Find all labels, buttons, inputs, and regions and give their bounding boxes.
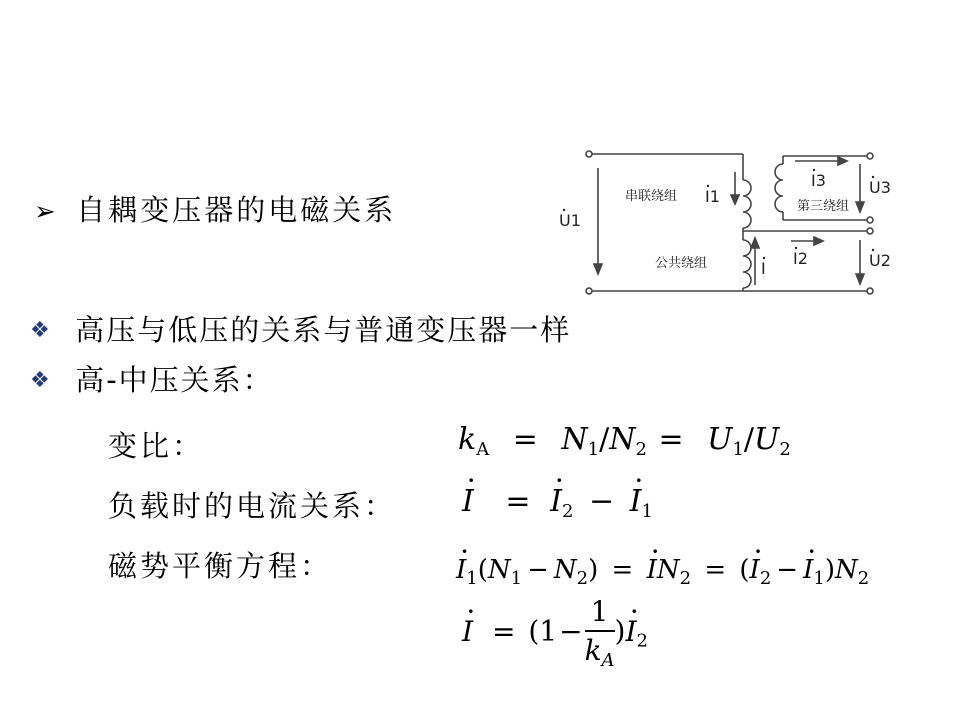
terminal-u2-top — [867, 228, 873, 234]
minus-sign: − — [559, 614, 583, 648]
n-symbol: N — [487, 555, 511, 585]
ratio-label: 变比： — [108, 429, 205, 463]
current-formula — [462, 484, 653, 522]
third-winding-coil — [775, 164, 783, 212]
diamond-bullet-icon: ❖ — [30, 368, 52, 393]
terminal-u1-bottom — [586, 288, 592, 294]
equals-sign: = — [611, 555, 634, 585]
slash: / — [743, 422, 755, 457]
subscript-1: 1 — [813, 568, 825, 589]
subscript-2: 2 — [636, 630, 648, 652]
subscript-a: A — [601, 650, 615, 671]
bullet-high-low — [30, 308, 571, 349]
u-symbol: U — [707, 422, 733, 457]
equals-sign: = — [512, 422, 538, 457]
common-winding-label: 公共绕组 — [655, 256, 708, 271]
i1-arrowhead — [731, 195, 739, 204]
right-paren: ) — [824, 555, 835, 585]
bullet-text: 高-中压关系： — [75, 363, 274, 397]
i-symbol: · I — [625, 615, 636, 648]
i-symbol: · I — [647, 555, 657, 585]
heading-text: 自耦变压器的电磁关系 — [76, 193, 397, 227]
slash: / — [599, 422, 610, 457]
i2-label: I2 — [793, 249, 808, 268]
n-symbol: N — [609, 422, 636, 457]
u1-dot — [563, 209, 565, 211]
series-winding-coil — [743, 180, 751, 228]
u2-dot — [872, 249, 874, 251]
left-paren: ( — [739, 555, 750, 585]
n-symbol: N — [553, 555, 577, 585]
i-symbol: · I — [803, 555, 813, 585]
diamond-bullet-icon: ❖ — [30, 318, 52, 343]
left-paren: ( — [477, 555, 488, 585]
current-ratio-formula — [462, 595, 648, 671]
subscript-1: 1 — [587, 439, 600, 460]
n-symbol: N — [656, 555, 680, 585]
i-symbol: · I — [456, 555, 466, 585]
u3-label: U3 — [869, 178, 891, 197]
autotransformer-diagram — [555, 140, 915, 305]
k-symbol: k — [458, 422, 477, 457]
subscript-1: 1 — [732, 439, 744, 460]
one-digit: 1 — [539, 614, 558, 648]
mmf-balance-label: 磁势平衡方程： — [108, 549, 333, 583]
u2-label: U2 — [869, 251, 891, 270]
i-symbol: · I — [550, 484, 562, 519]
fraction-numerator: 1 — [585, 595, 615, 632]
fraction-one-over-ka — [585, 595, 615, 671]
minus-sign: − — [527, 555, 549, 585]
mmf-formula — [456, 555, 869, 589]
i-label: I — [761, 259, 766, 278]
subscript-2: 2 — [857, 568, 870, 589]
subscript-2: 2 — [759, 568, 772, 589]
equals-sign: = — [704, 555, 727, 585]
left-paren: ( — [528, 614, 540, 648]
minus-sign: − — [588, 484, 615, 519]
i1-dot — [707, 185, 709, 187]
terminal-u1-top — [586, 151, 592, 157]
section-heading — [34, 188, 396, 229]
i-symbol: · I — [630, 484, 642, 519]
i-dot — [763, 257, 765, 259]
subscript-1: 1 — [510, 568, 523, 589]
terminal-u3-top — [867, 153, 873, 159]
terminal-u2-bottom — [867, 288, 873, 294]
subscript-a: A — [476, 439, 490, 460]
subscript-1: 1 — [641, 501, 653, 522]
u3-dot — [872, 176, 874, 178]
arrow-bullet-icon: ➢ — [34, 197, 59, 227]
third-winding-label: 第三绕组 — [797, 199, 850, 214]
n-symbol: N — [834, 555, 858, 585]
bullet-text: 高压与低压的关系与普通变压器一样 — [75, 313, 572, 347]
i2-dot — [795, 247, 797, 249]
subscript-2: 2 — [576, 568, 589, 589]
equals-sign: = — [505, 484, 531, 519]
i-arrowhead — [751, 238, 759, 248]
subscript-2: 2 — [779, 439, 791, 460]
i-symbol: · I — [750, 555, 760, 585]
u1-arrowhead — [594, 264, 602, 274]
fraction-denominator — [585, 632, 615, 671]
u1-label: U1 — [559, 211, 581, 230]
common-winding-coil — [743, 240, 751, 288]
bullet-high-mid — [30, 358, 274, 399]
terminal-u3-bottom — [867, 217, 873, 223]
right-paren: ) — [614, 614, 626, 648]
i-symbol: · I — [462, 484, 474, 519]
current-relation-label: 负载时的电流关系： — [108, 489, 397, 523]
subscript-2: 2 — [635, 439, 647, 460]
k-symbol: k — [584, 634, 602, 667]
i2-arrowhead — [814, 237, 823, 245]
subscript-2: 2 — [561, 501, 574, 522]
u2-arrowhead — [856, 274, 864, 284]
u3-arrowhead — [856, 202, 864, 212]
i3-dot — [813, 169, 815, 171]
i-symbol: · I — [462, 615, 473, 648]
n-symbol: N — [561, 422, 588, 457]
subscript-1: 1 — [466, 568, 478, 589]
u-symbol: U — [754, 422, 780, 457]
series-winding-label: 串联绕组 — [625, 189, 678, 204]
ratio-formula — [458, 422, 791, 460]
i3-arrowhead — [838, 157, 847, 165]
subscript-2: 2 — [679, 568, 692, 589]
equals-sign: = — [658, 422, 684, 457]
i1-label: I1 — [705, 187, 720, 206]
minus-sign: − — [776, 555, 799, 585]
equals-sign: = — [491, 614, 516, 648]
right-paren: ) — [588, 555, 599, 585]
i3-label: I3 — [811, 171, 826, 190]
